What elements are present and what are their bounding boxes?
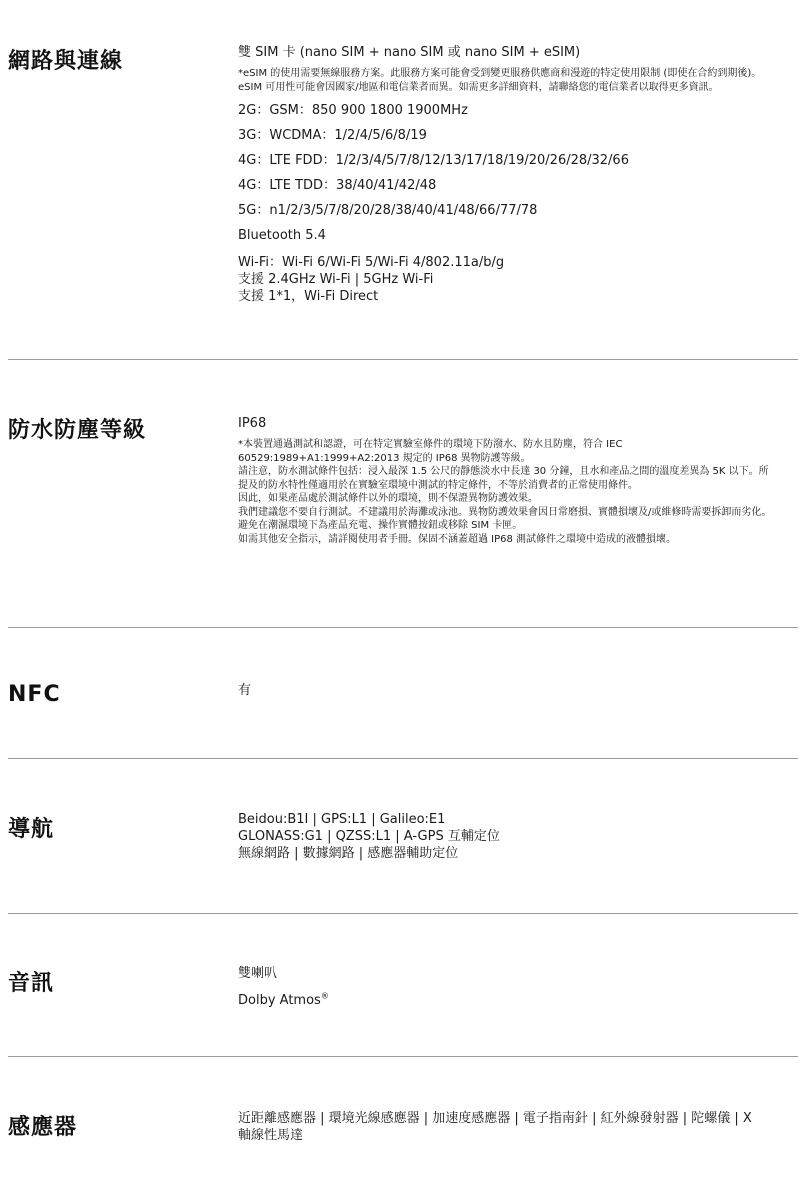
water-note-4: 我們建議您不要自行測試。不建議用於海灘或泳池。異物防護效果會因日常磨損、實體損壞及/或維修時需要拆卸而劣化。 <box>238 506 772 518</box>
band-4g-fdd: 4G：LTE FDD：1/2/3/4/5/7/8/12/13/17/18/19/20/26/28/32/66 <box>238 153 629 168</box>
sensors-value: 近距離感應器 | 環境光線感應器 | 加速度感應器 | 電子指南針 | 紅外線發射器 | 陀螺儀 | X 軸線性馬達 <box>238 1111 752 1143</box>
navigation-line: 無線網路 | 數據網路 | 感應器輔助定位 <box>238 846 459 861</box>
divider <box>8 1056 798 1057</box>
ip-rating: IP68 <box>238 416 267 431</box>
water-body <box>238 415 778 546</box>
band-4g-tdd: 4G：LTE TDD：38/40/41/42/48 <box>238 178 437 193</box>
registered-mark: ® <box>320 991 329 1001</box>
water-note-2: 請注意，防水測試條件包括：浸入最深 1.5 公尺的靜態淡水中長達 30 分鐘，且水和產品之間的溫度差異為 5K 以下。所提及的防水特性僅適用於在實驗室環境中測試的特定條件，不等於消費者的正常使用條件。 <box>238 466 769 491</box>
speakers-value: 雙喇叭 <box>238 966 278 981</box>
wifi-direct: 支援 1*1，Wi-Fi Direct <box>238 289 379 304</box>
water-note-6: 如需其他安全指示，請詳閱使用者手冊。保固不涵蓋超過 IP68 測試條件之環境中造成的液體損壞。 <box>238 533 677 545</box>
divider <box>8 627 798 628</box>
water-note-3: 因此，如果產品處於測試條件以外的環境，則不保證異物防護效果。 <box>238 493 538 504</box>
dolby-value: Dolby Atmos <box>238 993 321 1008</box>
bluetooth-spec: Bluetooth 5.4 <box>238 228 326 243</box>
divider <box>8 359 798 360</box>
wifi-spec: Wi-Fi：Wi-Fi 6/Wi-Fi 5/Wi-Fi 4/802.11a/b/g <box>238 255 505 270</box>
audio-body <box>238 965 778 1009</box>
divider <box>8 913 798 914</box>
network-body <box>238 44 778 305</box>
wifi-bands: 支援 2.4GHz Wi-Fi | 5GHz Wi-Fi <box>238 272 434 287</box>
esim-note: *eSIM 的使用需要無線服務方案。此服務方案可能會受到變更服務供應商和漫遊的特定使用限制 (即使在合約到期後)。eSIM 可用性可能會因國家/地區和電信業者而異。如需更多詳細資料，請聯絡您的電信業者以取得更多資訊。 <box>238 68 762 93</box>
network-title: 網路與連線 <box>8 49 124 74</box>
nfc-value: 有 <box>238 683 252 698</box>
band-2g: 2G：GSM：850 900 1800 1900MHz <box>238 103 468 118</box>
dolby-line <box>238 992 778 1009</box>
nfc-title: NFC <box>8 682 61 707</box>
navigation-line: GLONASS:G1 | QZSS:L1 | A-GPS 互輔定位 <box>238 829 500 844</box>
nfc-body <box>238 682 778 699</box>
sensors-body <box>238 1110 778 1144</box>
sim-spec: 雙 SIM 卡 (nano SIM + nano SIM 或 nano SIM + eSIM) <box>238 45 581 60</box>
sensors-title: 感應器 <box>8 1115 78 1140</box>
band-3g: 3G：WCDMA：1/2/4/5/6/8/19 <box>238 128 427 143</box>
water-note-1: *本裝置通過測試和認證，可在特定實驗室條件的環境下防潑水、防水且防塵，符合 IEC 60529:1989+A1:1999+A2:2013 規定的 IP68 異物防護等級。 <box>238 439 623 464</box>
audio-title: 音訊 <box>8 971 55 996</box>
divider <box>8 758 798 759</box>
water-note-5: 避免在潮濕環境下為產品充電、操作實體按鈕或移除 SIM 卡匣。 <box>238 520 523 531</box>
navigation-line: Beidou:B1I | GPS:L1 | Galileo:E1 <box>238 812 446 827</box>
band-5g: 5G：n1/2/3/5/7/8/20/28/38/40/41/48/66/77/78 <box>238 203 538 218</box>
water-title: 防水防塵等級 <box>8 418 147 443</box>
navigation-title: 導航 <box>8 817 55 842</box>
navigation-body <box>238 811 778 862</box>
